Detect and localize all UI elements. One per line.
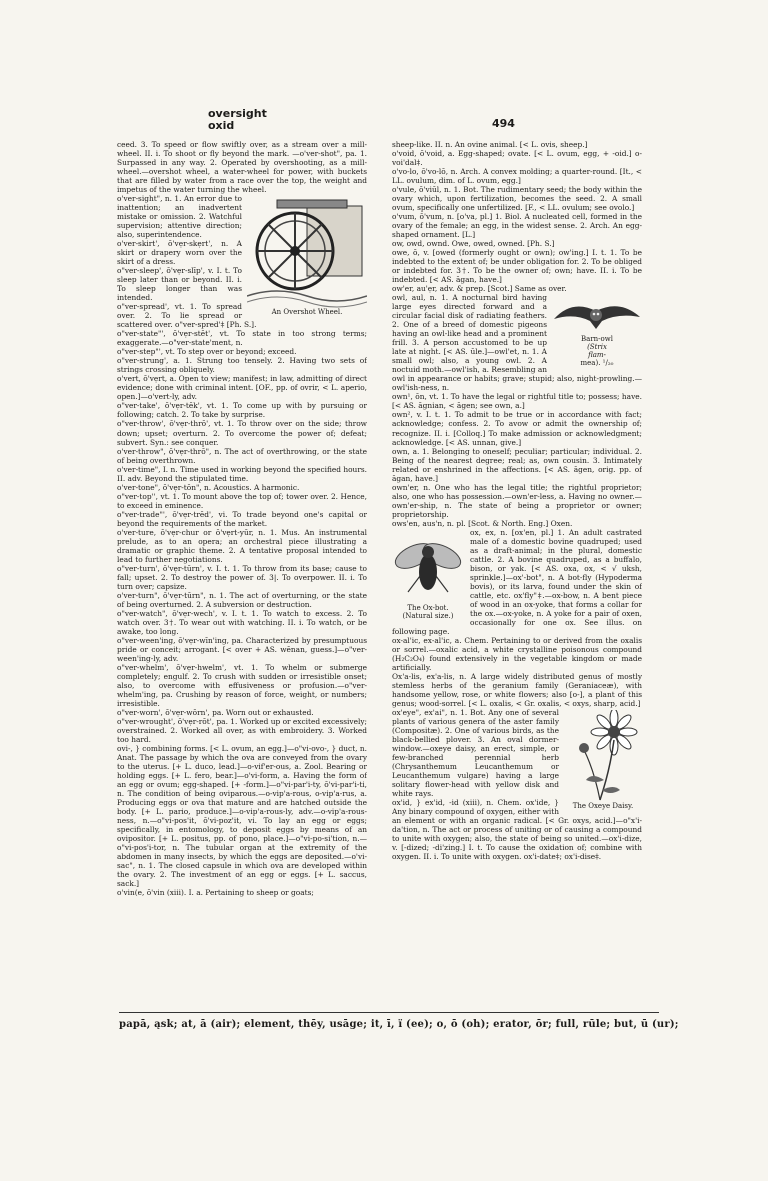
barn-owl-illustration <box>552 295 642 335</box>
entry: o"ver-throw', ō'vẹr-thrō', vt. 1. To throw over on the side; throw down; upset; overturn. 2. To overcome the power of; defeat; subvert. Syn.: see conquer. <box>117 419 367 447</box>
entry: o"ver-wrought', ō'vẹr-rōt', pa. 1. Worked up or excited excessively; overstrained. 2. Worked all over, as with embroidery. 3. Worked too hard. <box>117 717 367 745</box>
entry: o"ver-state"', ō'vẹr-stēt', vt. To state in too strong terms; exaggerate.—o"ver-state'ment, n. <box>117 329 367 348</box>
entry: o"ver-turn', ō'vẹr-tūrn', v. I. t. 1. To throw from its base; cause to fall; upset. 2. To destroy the power of. 3|. To overpower. II. i. To turn over; capsize. <box>117 563 367 591</box>
entry: o"ver-watch", ō'vẹr-wech', v. I. t. 1. To watch to excess. 2. To watch over. 3†. To wear out with watching. II. i. To watch, or be awake, too long. <box>117 608 367 636</box>
entry: o'vin(e, ō'vin (xiii). I. a. Pertaining to sheep or goats; <box>117 888 314 898</box>
entry: o'ver-turn", ō'vẹr-tūrn", n. 1. The act of overturning, or the state of being overturned. 2. A subversion or destruction. <box>117 590 367 609</box>
entry: o"ver-step"', vt. To step over or beyond; exceed. <box>117 347 297 357</box>
caption-oxeye-daisy: The Oxeye Daisy. <box>572 801 634 810</box>
entry: ox-al'ic, ex-al'ic, a. Chem. Pertaining to or derived from the oxalis or sorrel.—oxalic acid, a white crystalline poisonous compound (H₂C₂O₄) found extensively in the vegetable kingdom or made artificially. <box>392 635 642 672</box>
entry: o'vert, ō'vẹrt, a. Open to view; manifest; in law, admitting of direct evidence; done with criminal intent. [OF., pp. of ovrir, < L. aperio, open.]—o'vert-ly, adv. <box>117 374 367 402</box>
caption-ox-bot-1: The Ox-bot. <box>407 603 449 612</box>
entry: ox, ex, n. [ox'en, pl.] 1. An adult castrated male of a domestic bovine quadruped; used as a draft-animal; in the plural, domestic cattle. 2. A bovine quadruped, as a buffalo, bison, or yak. [< AS. oxa, ox, < √ uksh, sprinkle.]—ox'-bot", n. A bot-fly (Hypoderma bovis), or its larva, found under the skin of cattle, etc. ox'fly"‡.—ox-bow, n. A bent piece of wood in an ox-yoke, that forms a collar for the ox.—ox-yoke, n. A yoke for a pair of oxen, occasionally for one ox. See illus. on following page. <box>392 527 642 636</box>
entry: o'ver-throw", ō'vẹr-thrō", n. The act of overthrowing, or the state of being overthrown. <box>117 446 367 465</box>
entry: own, a. 1. Belonging to oneself; peculiar; particular; individual. 2. Being of the nearest degree; real; as, own cousin. 3. Intimately related or enshrined in the affections. [< AS. āgen, orig. pp. of āgan, have.] <box>392 446 642 483</box>
caption-overshot-wheel: An Overshot Wheel. <box>271 308 343 317</box>
entry: Ox'a-lis, ex'a-lis, n. A large widely distributed genus of mostly stemless herbs of the geranium family (Geraniaceæ), with handsome yellow, rose, or white flowers; also [o-], a plant of this genus; wood-sorrel. [< L. oxalis, < Gr. oxalis, < oxys, sharp, acid.] <box>392 671 642 708</box>
pronunciation-key: papā, ąsk; at, ā (air); element, thēy, usāge; it, ī, ï (ee); o, ō (oh); erator, ōr; full, rūle; but, ū (ur); <box>119 1012 659 1030</box>
oxeye-daisy-illustration <box>564 710 642 802</box>
entry: ows'en, aus'n, n. pl. [Scot. & North. Eng.] Oxen. <box>392 518 573 528</box>
caption-barn-owl-4: mea). ¹/₂₀ <box>580 359 614 368</box>
entry: o'ver-tone", ō'vẹr-tōn", n. Acoustics. A harmonic. <box>117 482 300 492</box>
entry: o'vo-lo, ō'vo-lō, n. Arch. A convex molding; a quarter-round. [It., < LL. ovulum, dim. of L. ovum, egg.] <box>392 167 642 186</box>
entry: o"ver-trade"', ō'vẹr-trēd', vi. To trade beyond one's capital or beyond the requirements of the market. <box>117 509 367 528</box>
entry: own¹, ōn, vt. 1. To have the legal or rightful title to; possess; have. [< AS. āgnian, < āgen; see own, a.] <box>392 392 642 411</box>
entry: ovi-, } combining forms. [< L. ovum, an egg.]—o"vi-ovo-, } duct, n. Anat. The passage by which the ova are conveyed from the ovary to the uterus. [+ L. duco, lead.]—o-vif'er-ous, a. Zool. Bearing or holding eggs. [+ L. fero, bear.]—o'vi-form, a. Having the form of an egg or ovum; egg-shaped. [+ -form.]—o"vi-par'i-ty, ō'vi-par'i-ti, n. The condition of being oviparous.—o-vip'a-rous, o-vip'a-rus, a. Producing eggs or ova that mature and are hatched outside the body. [+ L. pario, produce.]—o-vip'a-rous-ly, adv.—o-vip'a-rous-ness, n.—o"vi-pos'it, ō'vi-poz'it, vi. To lay an egg or eggs; specifically, in entomology, to deposit eggs by means of an ovipositor. [+ L. positus, pp. of pono, place.]—o"vi-po-si'tion, n.—o"vi-pos'i-tor, n. The tubular organ at the extremity of the abdomen in many insects, by which the eggs are deposited.—o'vi-sac", n. 1. The closed capsule in which ova are developed within the ovary. 2. The investment of an egg or eggs. [+ L. saccus, sack.] <box>117 744 367 889</box>
entry: owl, aul, n. 1. A nocturnal bird having large eyes directed forward and a circular facial disk of radiating feathers. 2. One of a breed of domestic pigeons having an owl-like head and a prominent frill. 3. A person accustomed to be up late at night. [< AS. ūle.]—owl'et, n. 1. A small owl; also, a young owl. 2. A noctuid moth.—owl'ish, a. Resembling an owl in appearance or habits; grave; stupid; also, night-prowling.—owl'ish-ness, n. <box>392 293 642 393</box>
entry: o"ver-take', ō'vẹr-tēk', vt. 1. To come up with by pursuing or following; catch. 2. To take by surprise. <box>117 401 367 420</box>
left-column <box>117 140 367 1002</box>
entry: o"ver-spread', vt. 1. To spread over. 2. To lie spread or scattered over. o"ver-spred'‡ [Ph. S.]. <box>117 302 257 330</box>
right-column <box>392 140 642 1002</box>
entry: o'vum, ō'vum, n. [o'va, pl.] 1. Biol. A nucleated cell, formed in the ovary of the female; an egg, in the widest sense. 2. Arch. An egg-shaped ornament. [L.] <box>392 212 642 240</box>
entry: o"ver-strung', a. 1. Strung too tensely. 2. Having two sets of strings crossing obliquely. <box>117 356 367 375</box>
caption-ox-bot-2: (Natural size.) <box>402 611 454 620</box>
entry: o"ver-whelm', ō'vẹr-hwelm', vt. 1. To whelm or submerge completely; engulf. 2. To crush with sudden or irresistible onset; also, to overcome with effusiveness or profusion.—o"ver-whelm'ing, pa. Crushing by reason of force, weight, or numbers; irresistible. <box>117 662 367 708</box>
figure-barn-owl <box>552 295 642 367</box>
entry: o'ver-ture, ō'vẹr-chur or ō'vẹrt-yūr, n. 1. Mus. An instrumental prelude, as to an opera; an orchestral piece illustrating a dramatic or graphic theme. 2. A tentative proposal intended to lead to further negotiations. <box>117 527 367 564</box>
guide-words <box>208 108 267 132</box>
entry: ow'er, au'ẹr, adv. & prep. [Scot.] Same as over. <box>392 284 567 294</box>
entry: sheep-like. II. n. An ovine animal. [< L. ovis, sheep.] <box>392 140 588 149</box>
entry: o'vule, ō'viūl, n. 1. Bot. The rudimentary seed; the body within the ovary which, upon fertilization, becomes the seed. 2. A small ovum, specifically one unfertilized. [F., < LL. ovulum; see ovolo.] <box>392 185 642 213</box>
figure-ox-bot <box>392 530 464 620</box>
entry: o"ver-ween'ing, ō'vẹr-wīn'ing, pa. Characterized by presumptuous pride or conceit; arrogant. [< over + AS. wēnan, guess.]—o"ver-ween'ing-ly, adv. <box>117 635 367 663</box>
entry: ox'eye", ex'ai", n. 1. Bot. Any one of several plants of various genera of the aster family (Compositæ). 2. One of various birds, as the black-bellied plover. 3. An oval dormer-window.—oxeye daisy, an erect, simple, or few-branched perennial herb (Chrysanthemum Leucanthemum or Leucanthemum vulgare) having a large solitary flower-head with yellow disk and white rays. <box>392 707 559 799</box>
figure-overshot-wheel <box>247 196 367 316</box>
entry: own², v. I. t. 1. To admit to be true or in accordance with fact; acknowledge; confess. 2. To avow or admit the ownership of; recognize. II. i. [Colloq.] To make admission or acknowledgment; acknowledge. [< AS. unnan, give.] <box>392 410 642 447</box>
ox-bot-illustration <box>392 530 464 602</box>
entry: own'er, n. One who has the legal title; the rightful proprietor; also, one who has possession.—own'er-less, a. Having no owner.—own'er-ship, n. The state of being a proprietor or owner; proprietorship. <box>392 482 642 519</box>
entry: o'ver-time", I. n. Time used in working beyond the specified hours. II. adv. Beyond the stipulated time. <box>117 464 367 483</box>
entry: o'void, ō'void, a. Egg-shaped; ovate. [< L. ovum, egg, + -oid.] o-voi'dal‡. <box>392 149 642 168</box>
entry: owe, ō, v. [owed (formerly ought or own); ow'ing.] I. t. 1. To be indebted to the extent of; be under obligation for. 2. To be obliged or indebted for. 3†. To be the owner of; own; have. II. i. To be indebted. [< AS. āgan, have.] <box>392 248 642 285</box>
entry: ow, owd, ownd. Owe, owed, owned. [Ph. S.] <box>392 239 555 249</box>
entry: o"ver-sleep', ō'vẹr-slīp', v. I. t. To sleep later than or beyond. II. i. To sleep longer than was intended. <box>117 266 242 303</box>
guide-word-top: oversight <box>208 107 267 120</box>
caption-barn-owl-3: flam- <box>588 351 606 360</box>
figure-oxeye-daisy <box>564 710 642 810</box>
caption-barn-owl-1: Barn-owl <box>581 335 613 344</box>
entry: o'ver-skirt', ō'vẹr-skẹrt', n. A skirt or drapery worn over the skirt of a dress. <box>117 239 242 267</box>
entry: o'ver-sight", n. 1. An error due to inattention; an inadvertent mistake or omission. 2. Watchful supervision; attentive direction; also, superintendence. <box>117 194 242 240</box>
overshot-wheel-illustration <box>247 196 367 308</box>
page-number: 494 <box>492 117 515 130</box>
guide-word-bottom: oxid <box>208 119 235 132</box>
entry: ceed. 3. To speed or flow swiftly over, as a stream over a mill-wheel. II. i. To shoot or fly beyond the mark. —o'ver-shot", pa. 1. Surpassed in any way. 2. Operated by overshooting, as a mill-wheel.—overshot wheel, a water-wheel for power, with buckets that are filled by water from a race over the top, the weight and impetus of the water turning the wheel. <box>117 140 367 195</box>
entry: o"ver-top'', vt. 1. To mount above the top of; tower over. 2. Hence, to exceed in eminence. <box>117 491 367 510</box>
caption-barn-owl-2: (Strix <box>587 343 607 352</box>
entry: o"ver-worn', ō'vẹr-wōrn', pa. Worn out or exhausted. <box>117 707 314 717</box>
entry: ox'id, } ex'id, -id (xiii), n. Chem. ox'ide, } Any binary compound of oxygen, either with an element or with an organic radical. [< Gr. oxys, acid.]—o"x'i-da'tion, n. The act or process of uniting or of causing a compound to unite with oxygen; also, the state of being so united.—ox'i-dize, v. [-dized; -di'zing.] I. t. To cause the oxidation of; combine with oxygen. II. i. To unite with oxygen. ox'i-date‡; ox'i-dise‡. <box>392 798 642 862</box>
